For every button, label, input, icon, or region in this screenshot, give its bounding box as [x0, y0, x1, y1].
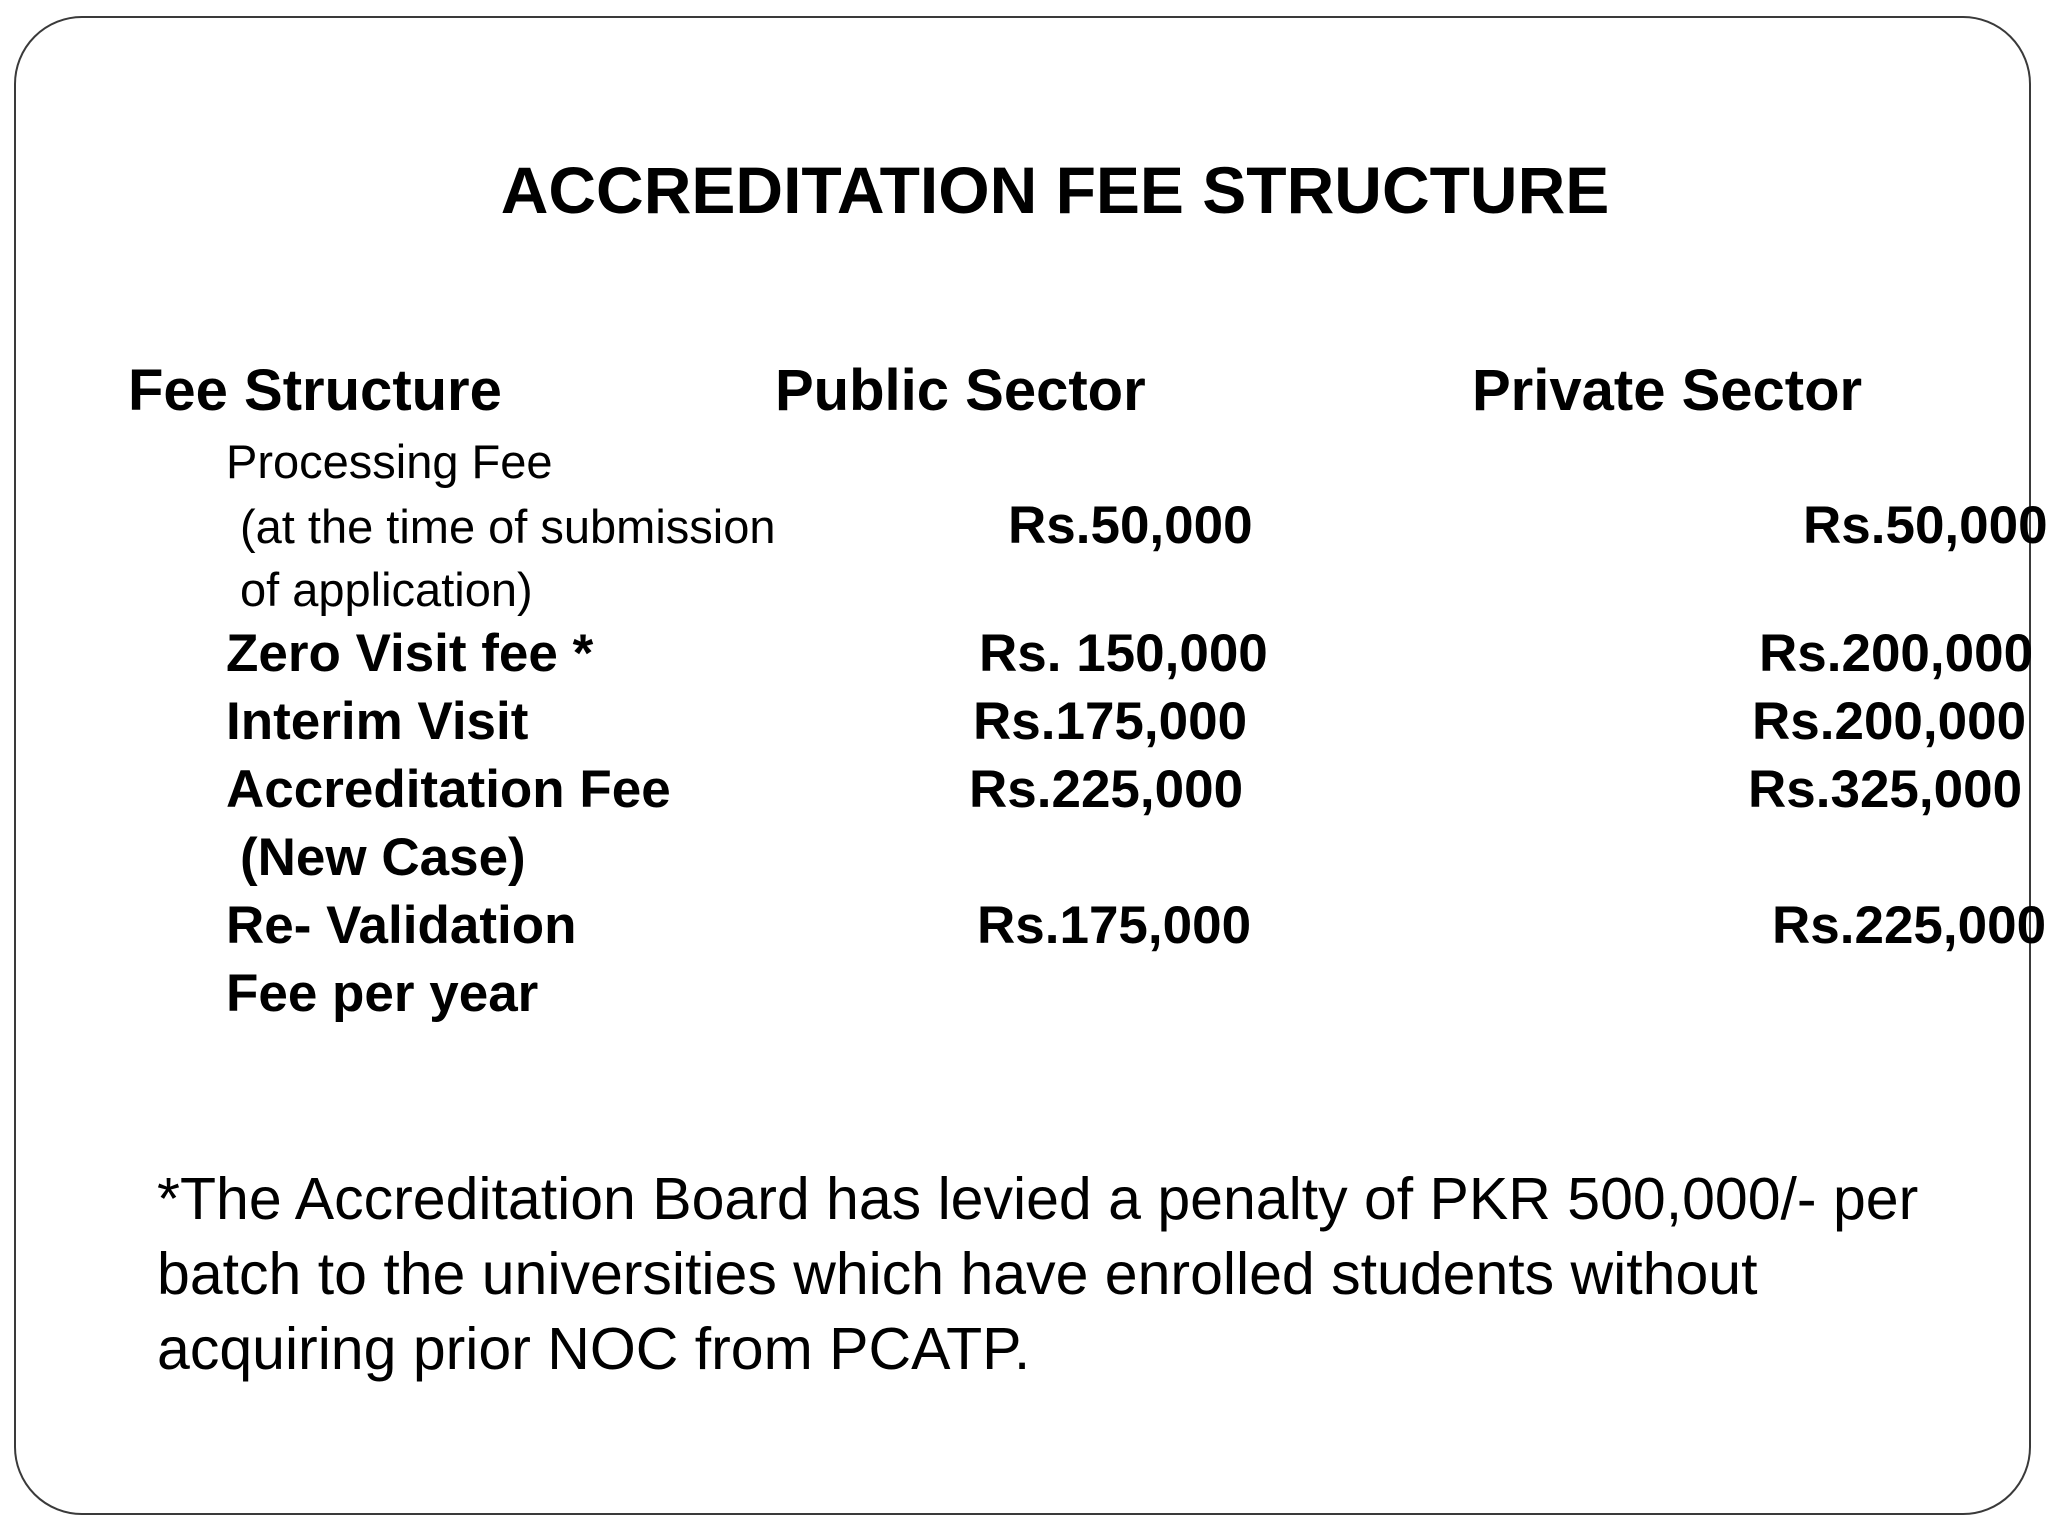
row-label-processing-fee: Processing Fee — [226, 435, 553, 488]
row-label-interim-visit: Interim Visit — [226, 692, 529, 751]
row-label-processing-fee-detail: (at the time of submission — [240, 500, 776, 553]
private-value-revalidation: Rs.225,000 — [1772, 896, 2047, 955]
private-value-interim-visit: Rs.200,000 — [1752, 692, 2027, 751]
public-value-accreditation-fee: Rs.225,000 — [969, 760, 1244, 819]
private-value-zero-visit-fee: Rs.200,000 — [1759, 624, 2034, 683]
header-public-sector: Public Sector — [775, 358, 1146, 423]
header-fee-structure: Fee Structure — [128, 358, 502, 423]
slide-title: ACCREDITATION FEE STRUCTURE — [500, 153, 1610, 227]
public-value-revalidation: Rs.175,000 — [977, 896, 1252, 955]
footnote: *The Accreditation Board has levied a penalty of PKR 500,000/- per batch to the universities which have enrolled students without acquiring prior NOC from PCATP. — [157, 1166, 1919, 1382]
row-label-revalidation-detail: Fee per year — [226, 964, 539, 1023]
row-label-revalidation: Re- Validation — [226, 896, 577, 955]
row-label-accreditation-fee: Accreditation Fee — [226, 760, 671, 819]
row-label-zero-visit-fee: Zero Visit fee * — [226, 624, 594, 683]
header-private-sector: Private Sector — [1472, 358, 1863, 423]
public-value-interim-visit: Rs.175,000 — [973, 692, 1248, 751]
private-value-processing-fee: Rs.50,000 — [1803, 496, 2048, 555]
public-value-processing-fee: Rs.50,000 — [1008, 496, 1253, 555]
row-label-accreditation-fee-detail: (New Case) — [240, 828, 526, 887]
private-value-accreditation-fee: Rs.325,000 — [1748, 760, 2023, 819]
public-value-zero-visit-fee: Rs. 150,000 — [979, 624, 1268, 683]
row-label-processing-fee-detail: of application) — [240, 563, 533, 616]
